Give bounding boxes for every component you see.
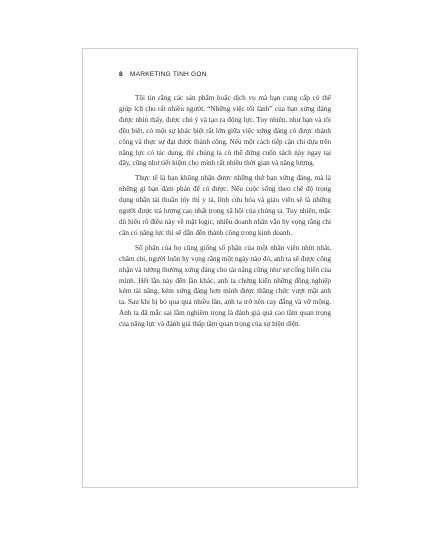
book-page [82,48,358,488]
running-head [119,71,207,78]
paragraph-1: Tôi tin rằng các sản phẩm hoặc dịch vụ mà bạn cung cấp có thể giúp ích cho rất nhiều người. “Những việc tốt lành” của bạn xứng đáng được nhìn thấy, được chú ý và tạo ra động lực. Tuy nhiên, như bạn và tôi đều biết, có một sự khác biệt rất lớn giữa việc xứng đáng có được thành công và thực sự đạt được thành công. Nếu một cách tiếp cận chỉ dựa trên năng lực có tác dụng, thì chúng ta có thể đứng cuốn sách này ngay tại đây, cũng như tiết kiệm cho mình rất nhiều thời gian và năng lượng. [119,94,331,168]
paragraph-2: Thực tế là bạn không nhận được những thứ bạn xứng đáng, mà là những gì bạn đàm phán để có được. Nếu cuộc sống theo chế độ trọng dụng nhân tài thuần túy thì y tá, lính cứu hỏa và giáo viên sẽ là những người được trả lương cao nhất trong xã hội của chúng ta. Tuy nhiên, mặc dù hiểu rõ điều này về mặt logic, nhiều doanh nhân vẫn hy vọng rằng chỉ cần có năng lực thì sẽ dẫn đến thành công trong kinh doanh. [119,174,331,237]
paragraph-3: Số phận của họ cũng giống số phận của một nhân viên nhút nhát, chăm chỉ, người luôn hy vọng rằng một ngày nào đó, anh ta sẽ được công nhận và tưởng thưởng xứng đáng cho tài năng cũng như sự cống hiến của mình. Hết lần này đến lần khác, anh ta chứng kiến những đồng nghiệp kém tài năng, kém xứng đáng hơn mình được thăng chức vượt mặt anh ta. Sau khi bị bỏ qua quá nhiều lần, anh ta trở nên cay đắng và vỡ mộng. Anh ta đã mắc sai lầm nghiêm trọng là đánh giá quá cao tầm quan trọng của năng lực và đánh giá thấp tầm quan trọng của sự hiện diện. [119,243,331,329]
body-text [119,93,331,334]
running-title: MARKETING TINH GỌN [129,71,207,78]
page-number: 8 [119,71,123,78]
